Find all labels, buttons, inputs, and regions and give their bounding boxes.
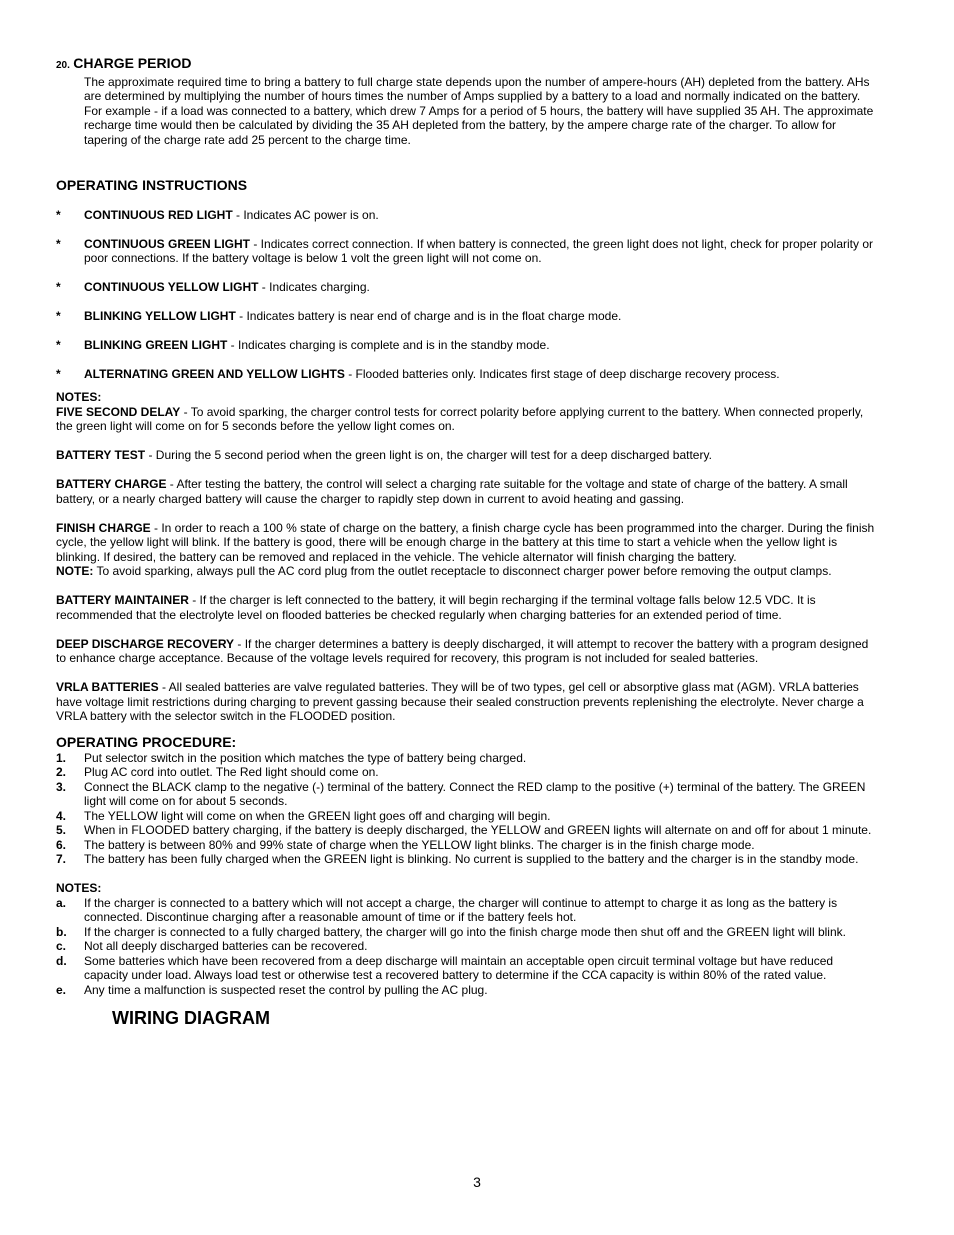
note-text: Any time a malfunction is suspected reset the control by pulling the AC plug. [84, 982, 488, 997]
section-number: 20. [56, 60, 70, 71]
item-text: - Indicates charging is complete and is in the standby mode. [227, 338, 550, 352]
bullet-star: * [56, 236, 61, 251]
note-vrla-batteries [56, 680, 878, 724]
list-item [56, 780, 878, 809]
note-finish-charge [56, 521, 878, 579]
note-text: Some batteries which have been recovered from a deep discharge will maintain an acceptable open circuit terminal voltage but have reduced capacity under load. Always load test or otherwise test a recovered battery to determine if the CCA capacity is within 80% of the rated value. [84, 953, 834, 982]
note-text: - To avoid sparking, the charger control tests for correct polarity before applying current to the battery. When connected properly, the green light will come on for 5 seconds before the yellow light comes on. [56, 404, 864, 433]
note-warning-term: NOTE: [56, 564, 94, 578]
note-term: FIVE SECOND DELAY [56, 404, 181, 419]
note-text: If the charger is connected to a fully charged battery, the charger will go into the finish charge mode then shut off and the GREEN light will blink. [84, 924, 846, 939]
note-term: BATTERY TEST [56, 448, 146, 462]
list-item [56, 338, 878, 353]
list-item [56, 896, 878, 925]
item-term: CONTINUOUS GREEN LIGHT [84, 236, 251, 251]
item-term: CONTINUOUS RED LIGHT [84, 207, 233, 222]
note-term: BATTERY CHARGE [56, 477, 167, 491]
section-charge-period [56, 56, 878, 147]
list-item [56, 954, 878, 983]
list-item [56, 208, 878, 223]
note-text: - In order to reach a 100 % state of charge on the battery, a finish charge cycle has been programmed into the charger. During the finish cycle, the yellow light will blink. If the battery is good, there will be enough charge in the battery at this time to start a vehicle when the yellow light is blinking. If desired, the battery can be removed and replaced in the vehicle. The vehicle alternator will finish charging the battery. [56, 520, 875, 564]
step-number: 4. [56, 808, 67, 823]
item-text: - Flooded batteries only. Indicates first stage of deep discharge recovery process. [344, 367, 780, 381]
procedure-steps [56, 751, 878, 867]
step-text: The battery is between 80% and 99% state of charge when the YELLOW light blinks. The charger is in the finish charge mode. [84, 837, 755, 852]
list-item [56, 823, 878, 838]
note-term: BATTERY MAINTAINER [56, 593, 189, 607]
step-text: The battery has been fully charged when the GREEN light is blinking. No current is supplied to the battery and the charger is in the standby mode. [84, 852, 859, 866]
item-term: BLINKING YELLOW LIGHT [84, 309, 236, 323]
bullet-star: * [56, 280, 61, 294]
note-letter: d. [56, 953, 67, 968]
list-item [56, 765, 878, 780]
notes-heading: NOTES: [56, 390, 102, 404]
note-battery-test [56, 448, 878, 463]
section-title: CHARGE PERIOD [73, 55, 192, 71]
list-item [56, 280, 878, 295]
note-five-second-delay [56, 405, 878, 434]
item-text: - Indicates charging. [258, 280, 370, 294]
list-item [56, 809, 878, 824]
bullet-star: * [56, 367, 61, 381]
note-text: If the charger is connected to a battery which will not accept a charge, the charger will continue to attempt to charge it as long as the battery is connected. Discontinue charging after a reasonable amount of time or if the battery feels hot. [84, 895, 838, 924]
section-body: The approximate required time to bring a battery to full charge state depends upon the number of ampere-hours (AH) depleted from the battery. AHs are determined by multiplying the number of hours times the number of Amps supplied by a battery to a load and normally indicated on the battery. For example - if a load was connected to a battery, which drew 7 Amps for a period of 5 hours, the battery will have supplied 35 AH. The approximate recharge time would then be calculated by dividing the 35 AH depleted from the battery, by the ampere charge rate of the charger. To allow for tapering of the charge rate add 25 percent to the charge time. [84, 74, 874, 147]
item-term: CONTINUOUS YELLOW LIGHT [84, 280, 259, 294]
step-text: The YELLOW light will come on when the GREEN light goes off and charging will begin. [84, 808, 551, 823]
step-number: 1. [56, 750, 67, 765]
step-number: 7. [56, 852, 67, 866]
list-item [56, 925, 878, 940]
list-item [56, 852, 878, 867]
note-term: DEEP DISCHARGE RECOVERY [56, 636, 235, 651]
note-text: - All sealed batteries are valve regulated batteries. They will be of two types, gel cell or absorptive glass mat (AGM). VRLA batteries have voltage limit restrictions during charging to prevent gassing because their sealed construction prevents replenishing the electrolyte. Never charge a VRLA battery with the selector switch in the FLOODED position. [56, 680, 864, 723]
step-number: 2. [56, 765, 67, 779]
item-text: - Indicates AC power is on. [232, 207, 379, 222]
list-item [56, 237, 878, 266]
page-number: 3 [473, 1174, 481, 1190]
note-text: Not all deeply discharged batteries can be recovered. [84, 939, 368, 953]
note-letter: c. [56, 939, 67, 953]
note-letter: b. [56, 924, 67, 939]
operating-instructions-heading: OPERATING INSTRUCTIONS [56, 177, 248, 193]
step-number: 6. [56, 837, 67, 852]
note-text: - If the charger determines a battery is deeply discharged, it will attempt to recover the battery with a program designed to enhance charge acceptance. Because of the voltage levels required for recovery, this program is not included for sealed batteries. [56, 636, 869, 665]
note-battery-maintainer [56, 593, 878, 622]
note-text: - During the 5 second period when the green light is on, the charger will test for a deep discharged battery. [145, 448, 712, 462]
list-item [56, 838, 878, 853]
notes-heading: NOTES: [56, 881, 102, 895]
list-item [56, 309, 878, 324]
wiring-diagram-heading: WIRING DIAGRAM [112, 1008, 270, 1028]
note-term: VRLA BATTERIES [56, 680, 159, 694]
bullet-star: * [56, 207, 61, 222]
list-item [56, 367, 878, 382]
note-term: FINISH CHARGE [56, 520, 151, 535]
step-text: When in FLOODED battery charging, if the battery is deeply discharged, the YELLOW and GREEN lights will alternate on and off for about 1 minute. [84, 823, 872, 837]
document-page [56, 56, 878, 1029]
step-text: Plug AC cord into outlet. The Red light should come on. [84, 765, 379, 779]
item-term: BLINKING GREEN LIGHT [84, 338, 228, 352]
notes-list [56, 896, 878, 998]
step-text: Connect the BLACK clamp to the negative (-) terminal of the battery. Connect the RED clamp to the positive (+) terminal of the battery. The GREEN light will come on for about 5 seconds. [84, 779, 866, 808]
item-term: ALTERNATING GREEN AND YELLOW LIGHTS [84, 367, 345, 381]
operating-procedure-heading: OPERATING PROCEDURE: [56, 733, 237, 750]
list-item [56, 939, 878, 954]
note-battery-charge [56, 477, 878, 506]
note-text: - After testing the battery, the control will select a charging rate suitable for the voltage and state of charge of the battery. A small battery, or a nearly charged battery will cause the charger to rapidly step down in current to avoid heating and gassing. [56, 477, 848, 506]
note-warning-text: To avoid sparking, always pull the AC cord plug from the outlet receptacle to disconnect charger power before removing the output clamps. [93, 564, 832, 578]
note-deep-discharge-recovery [56, 637, 878, 666]
note-text: - If the charger is left connected to the battery, it will begin recharging if the terminal voltage falls below 12.5 VDC. It is recommended that the electrolyte level on flooded batteries be checked regularly when charging batteries for an extended period of time. [56, 593, 816, 622]
list-item [56, 751, 878, 766]
note-letter: a. [56, 895, 67, 910]
step-number: 5. [56, 823, 67, 837]
bullet-star: * [56, 309, 61, 323]
item-text: - Indicates correct connection. If when battery is connected, the green light does not light, check for proper polarity or poor connections. If the battery voltage is below 1 volt the green light will not come on. [84, 236, 874, 265]
section-heading [56, 56, 878, 74]
list-item [56, 983, 878, 998]
note-letter: e. [56, 982, 67, 997]
step-number: 3. [56, 779, 67, 794]
bullet-star: * [56, 338, 61, 352]
step-text: Put selector switch in the position which matches the type of battery being charged. [84, 750, 527, 765]
light-indicator-list [56, 208, 878, 382]
item-text: - Indicates battery is near end of charge and is in the float charge mode. [235, 309, 622, 323]
